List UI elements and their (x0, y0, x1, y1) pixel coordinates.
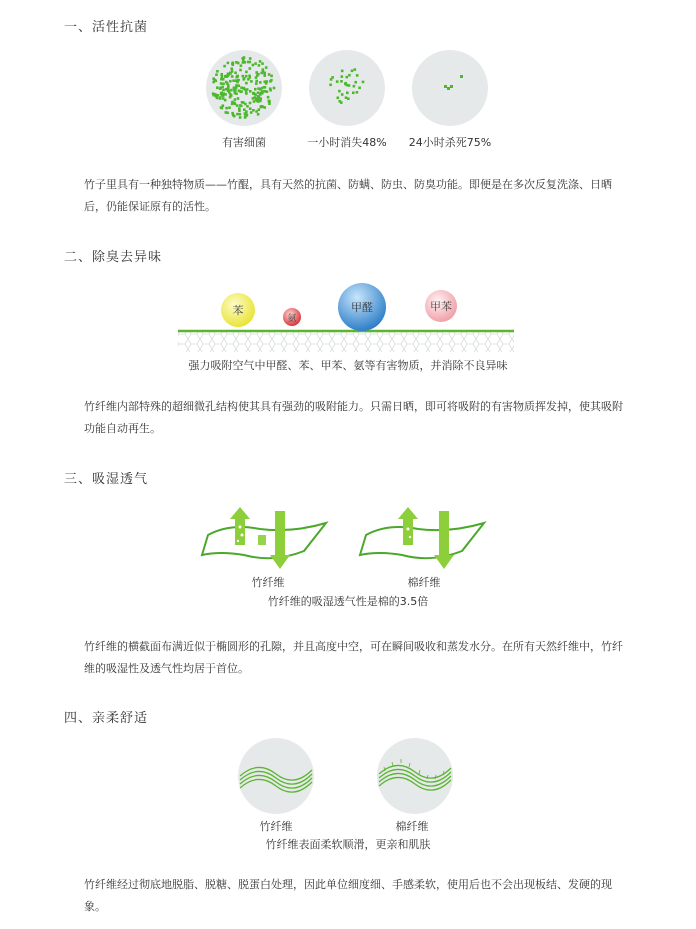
bacteria-medium-illustration (307, 48, 387, 128)
bacteria-dot (237, 97, 240, 100)
bacteria-dot (268, 100, 271, 103)
bacteria-dot (341, 70, 344, 73)
bacteria-dot (236, 104, 239, 107)
bacteria-dot (230, 89, 233, 92)
bacteria-sparse-illustration (410, 48, 490, 128)
bacteria-dot (270, 75, 273, 78)
bamboo-breathable-illustration (200, 505, 330, 571)
bacteria-dot (356, 91, 359, 94)
bacteria-dot (348, 74, 351, 77)
bacteria-dot (239, 69, 242, 72)
bacteria-dot (337, 97, 340, 100)
bacteria-dot (252, 92, 255, 95)
bacteria-dot (263, 86, 266, 89)
bacteria-dot (245, 91, 248, 94)
bacteria-dot (269, 89, 272, 92)
bacteria-dot (234, 89, 237, 92)
bacteria-dot (236, 81, 239, 84)
bacteria-dot (268, 73, 271, 76)
bacteria-dot (233, 102, 236, 105)
bacteria-dot (245, 82, 248, 85)
bacteria-dot (354, 68, 357, 71)
bacteria-dot (256, 74, 259, 77)
bacteria-dot (347, 97, 350, 100)
bacteria-dot (259, 81, 262, 84)
caption-breathable: 竹纤维的吸湿透气性是棉的3.5倍 (267, 595, 429, 608)
section-title-antibacterial: 一、活性抗菌 (64, 20, 149, 35)
bacteria-dot (362, 81, 365, 84)
bacteria-dot (238, 109, 241, 112)
bacteria-dot (235, 92, 238, 95)
bacteria-dot (257, 87, 260, 90)
bacteria-dot (234, 98, 237, 101)
bacteria-dot (341, 93, 344, 96)
bacteria-dot (356, 74, 359, 77)
bacteria-dot (239, 116, 242, 119)
caption-24-hours: 24小时杀死75% (408, 136, 492, 149)
bacteria-dot (227, 84, 230, 87)
label-cotton-fiber-1: 棉纤维 (407, 576, 441, 589)
bacteria-dot (340, 80, 343, 83)
bacteria-dot (219, 87, 222, 90)
bacteria-dot (220, 82, 223, 85)
paragraph-soft: 竹纤维经过彻底地脱脂、脱糖、脱蛋白处理，因此单位细度细、手感柔软，使用后也不会出现板结、发硬的现象。 (84, 878, 612, 913)
bacteria-dot (330, 78, 333, 81)
bacteria-dot (212, 77, 215, 80)
bacteria-dot (256, 98, 259, 101)
bacteria-dot (215, 73, 218, 76)
bacteria-dot (336, 80, 339, 83)
bacteria-dot (231, 112, 234, 115)
bamboo-soft-illustration (236, 736, 316, 816)
bubble-benzene: 苯 (232, 304, 244, 317)
bacteria-dot (224, 75, 227, 78)
bacteria-dot (233, 87, 236, 90)
bacteria-dot (245, 71, 248, 74)
bacteria-dot (250, 80, 253, 83)
bacteria-dot (244, 112, 247, 115)
bacteria-dot (264, 90, 267, 93)
section-title-breathable: 三、吸湿透气 (64, 472, 149, 487)
section-title-deodorize: 二、除臭去异味 (64, 250, 163, 265)
bacteria-dot (244, 116, 247, 119)
bacteria-dense-illustration (204, 48, 284, 128)
bacteria-dot (346, 76, 349, 79)
bacteria-dot (238, 90, 241, 93)
bacteria-dot (358, 87, 361, 90)
bacteria-dot (221, 76, 224, 79)
bacteria-dot (224, 99, 227, 102)
bacteria-dot (247, 78, 250, 81)
bacteria-dot (249, 102, 252, 105)
bacteria-dot (229, 72, 232, 75)
bacteria-dot (263, 72, 266, 75)
bacteria-dot (329, 84, 332, 87)
bacteria-dot (237, 62, 240, 65)
bacteria-dot (233, 115, 236, 118)
bacteria-dot (247, 61, 250, 64)
bacteria-dot (248, 75, 251, 78)
label-bamboo-fiber-2: 竹纤维 (259, 820, 293, 833)
bacteria-dot (219, 97, 222, 100)
bacteria-dot (249, 67, 252, 70)
bacteria-dot (258, 64, 261, 67)
bacteria-dot (235, 84, 238, 87)
caption-one-hour: 一小时消失48% (307, 136, 387, 149)
bacteria-dot (222, 104, 225, 107)
bacteria-dot (221, 107, 224, 110)
cotton-breathable-illustration (358, 505, 488, 571)
bacteria-dot (222, 83, 225, 86)
bacteria-dot (222, 89, 225, 92)
bacteria-dot (239, 104, 242, 107)
bacteria-dot (234, 72, 237, 75)
paragraph-breathable: 竹纤维的横截面布满近似于椭圆形的孔隙，并且高度中空，可在瞬间吸收和蒸发水分。在所有天然纤维中，竹纤维的吸湿性及透气性均居于首位。 (84, 640, 623, 675)
bacteria-dot (221, 94, 224, 97)
bacteria-dot (252, 97, 255, 100)
bacteria-dot (254, 88, 257, 91)
bacteria-dot (257, 113, 260, 116)
bacteria-dot (246, 105, 249, 108)
bacteria-dot (346, 84, 349, 87)
bacteria-dot (232, 79, 235, 82)
bacteria-dot (229, 93, 232, 96)
bacteria-dot (212, 81, 215, 84)
bacteria-dot (253, 100, 256, 103)
bacteria-dot (260, 92, 263, 95)
bacteria-dot (225, 107, 228, 110)
bacteria-dot (243, 77, 246, 80)
bacteria-dot (255, 71, 258, 74)
bacteria-dot (236, 113, 239, 116)
bacteria-dot (216, 70, 219, 73)
bacteria-dot (216, 86, 219, 89)
bacteria-dot (250, 111, 253, 114)
bacteria-dot (214, 93, 217, 96)
bacteria-dot (252, 64, 255, 67)
bacteria-dot (225, 111, 228, 114)
bubble-toluene: 甲苯 (430, 300, 452, 313)
bacteria-dot (341, 75, 344, 78)
bacteria-dot (241, 57, 244, 60)
bacteria-dot (345, 96, 348, 99)
bacteria-dot (255, 82, 258, 85)
bacteria-dot (267, 96, 270, 99)
bacteria-dot (263, 74, 266, 77)
bacteria-dot (238, 84, 241, 87)
paragraph-deodorize: 竹纤维内部特殊的超细微孔结构使其具有强劲的吸附能力。只需日晒，即可将吸附的有害物质挥发掉，使其吸附功能自动再生。 (84, 400, 623, 435)
adsorption-illustration (176, 284, 516, 354)
bacteria-dot (220, 92, 223, 95)
bacteria-dot (249, 90, 252, 93)
bacteria-dot (240, 64, 243, 67)
caption-soft: 竹纤维表面柔软顺滑，更亲和肌肤 (265, 838, 431, 851)
label-cotton-fiber-2: 棉纤维 (395, 820, 429, 833)
label-bamboo-fiber-1: 竹纤维 (251, 576, 285, 589)
bacteria-dot (229, 80, 232, 83)
bacteria-dot (229, 96, 232, 99)
bacteria-dot (239, 113, 242, 116)
bacteria-dot (354, 81, 357, 84)
bubble-ammonia: 氨 (287, 314, 297, 324)
bacteria-dot (259, 97, 262, 100)
bacteria-dot (220, 73, 223, 76)
cotton-soft-illustration (375, 736, 455, 816)
bacteria-dot (353, 85, 356, 88)
bacteria-dot (266, 80, 269, 83)
caption-adsorption: 强力吸附空气中甲醛、苯、甲苯、氨等有害物质，并消除不良异味 (188, 359, 508, 372)
bacteria-dot (240, 87, 243, 90)
bacteria-dot (242, 75, 245, 78)
bacteria-dot (263, 106, 266, 109)
caption-harmful-bacteria: 有害细菌 (222, 136, 266, 149)
bacteria-dot (244, 89, 247, 92)
bacteria-dot (351, 70, 354, 73)
section-title-soft: 四、亲柔舒适 (64, 711, 149, 726)
bacteria-dot (227, 73, 230, 76)
bacteria-dot (243, 108, 246, 111)
bacteria-dot (265, 66, 268, 69)
bacteria-dot (228, 106, 231, 109)
bacteria-dot (339, 100, 342, 103)
bacteria-dot (231, 62, 234, 65)
bacteria-dot (242, 61, 245, 64)
bacteria-dot (242, 101, 245, 104)
bacteria-dot (352, 92, 355, 95)
bacteria-dot (273, 87, 276, 90)
bacteria-dot (236, 75, 239, 78)
bacteria-dot (231, 67, 234, 70)
bacteria-dot (220, 78, 223, 81)
bacteria-dot (223, 65, 226, 68)
bacteria-dot (259, 60, 262, 63)
bacteria-dot (231, 75, 234, 78)
bacteria-dot (249, 107, 252, 110)
bacteria-dot (261, 62, 264, 65)
bubble-formaldehyde: 甲醛 (351, 301, 373, 314)
bacteria-dot (227, 62, 230, 65)
bacteria-dot (257, 92, 260, 95)
bacteria-dot (346, 92, 349, 95)
bacteria-dot (249, 57, 252, 60)
bacteria-dot (269, 80, 272, 83)
bacteria-dot (254, 62, 257, 65)
bacteria-dot (255, 80, 258, 83)
bacteria-dot (338, 90, 341, 93)
paragraph-antibacterial: 竹子里具有一种独特物质——竹醌，具有天然的抗菌、防螨、防虫、防臭功能。即便是在多次反复洗涤、日晒后，仍能保证原有的活性。 (84, 178, 612, 213)
bacteria-dot (255, 110, 258, 113)
bacteria-dot (260, 105, 263, 108)
bacteria-dot (227, 89, 230, 92)
bacteria-dot (268, 102, 271, 105)
bacteria-dot (224, 93, 227, 96)
